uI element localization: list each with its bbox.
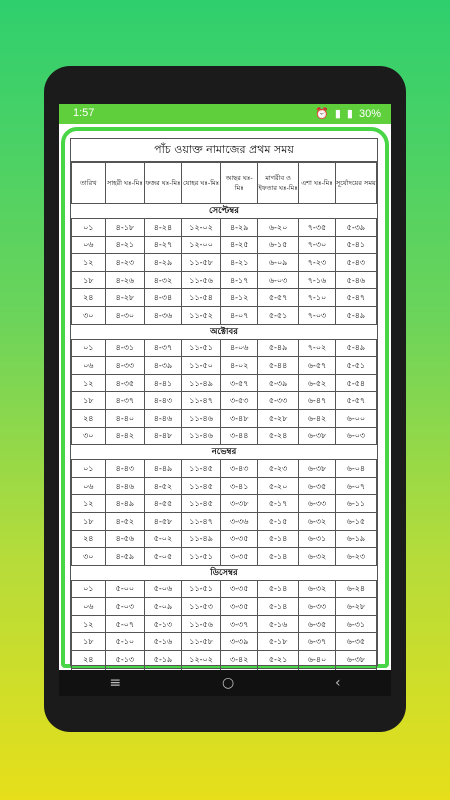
table-cell: ৬-৩৫: [299, 477, 336, 495]
table-cell: ১১-৫৬: [181, 271, 221, 289]
table-cell: ৬-৩১: [335, 615, 376, 633]
table-cell: ৫-১৬: [145, 633, 182, 651]
table-cell: ৬-৩২: [299, 548, 336, 566]
table-cell: ৫-৪১: [335, 236, 376, 254]
table-cell: ৪-২৩: [105, 254, 145, 272]
table-cell: ৪-২৮: [105, 289, 145, 307]
table-row: [72, 219, 377, 237]
table-cell: ১২-০২: [181, 651, 221, 669]
table-cell: ১১-৪৬: [181, 427, 221, 445]
table-cell: ৭-০২: [299, 339, 336, 357]
table-cell: ০১: [72, 219, 106, 237]
table-row: [72, 339, 377, 357]
table-cell: ৫-৫১: [258, 306, 299, 324]
column-header: সাহরী ঘঃ-মিঃ: [105, 163, 145, 204]
table-cell: ৬-০৩: [258, 271, 299, 289]
table-cell: ৬-১৫: [258, 236, 299, 254]
table-cell: ১১-৫০: [181, 357, 221, 375]
table-row: [72, 548, 377, 566]
table-cell: ০৬: [72, 477, 106, 495]
table-cell: ৫-০৩: [105, 598, 145, 616]
table-cell: ৫-৪৬: [335, 271, 376, 289]
table-cell: ৬-৩৮: [299, 460, 336, 478]
month-header-row: [72, 565, 377, 580]
table-cell: ৩-৩৭: [221, 615, 258, 633]
table-cell: ৪-৪৮: [145, 427, 182, 445]
month-name: নভেম্বর: [72, 445, 377, 460]
table-cell: ৩-৫৭: [221, 374, 258, 392]
table-cell: ৫-১৫: [258, 512, 299, 530]
table-cell: ৪-৩৭: [105, 392, 145, 410]
table-cell: ৬-৩৫: [299, 615, 336, 633]
table-cell: ৫-০৯: [145, 598, 182, 616]
table-cell: ৫-২৮: [258, 409, 299, 427]
table-cell: ৫-৪৩: [335, 254, 376, 272]
battery-level: 30%: [358, 107, 381, 120]
table-cell: ০৬: [72, 236, 106, 254]
table-cell: ৫-১৮: [258, 633, 299, 651]
table-cell: ২৪: [72, 530, 106, 548]
table-cell: ৪-২৬: [105, 271, 145, 289]
table-row: [72, 512, 377, 530]
table-cell: ৩০: [72, 548, 106, 566]
month-name: অক্টোবর: [72, 324, 377, 339]
table-cell: ৫-১০: [105, 633, 145, 651]
table-cell: ৪-৩৪: [145, 289, 182, 307]
table-cell: ৫-১৩: [105, 651, 145, 669]
signal-icon: ▮: [334, 108, 341, 120]
table-cell: ৩-৪২: [221, 651, 258, 669]
table-cell: ১৮: [72, 271, 106, 289]
table-cell: ১১-৫১: [181, 548, 221, 566]
table-cell: ৪-৪৬: [105, 477, 145, 495]
table-row: [72, 254, 377, 272]
table-cell: ৬-০০: [335, 409, 376, 427]
table-cell: ১১-৪৫: [181, 477, 221, 495]
table-cell: ২৪: [72, 651, 106, 669]
table-cell: ৪-৩১: [105, 339, 145, 357]
table-row: [72, 580, 377, 598]
table-cell: ৫-২৩: [258, 460, 299, 478]
table-cell: ৪-৩৯: [145, 357, 182, 375]
table-cell: ৩-৩৫: [221, 530, 258, 548]
table-cell: ৪-৪৬: [145, 409, 182, 427]
table-cell: ৭-৩৫: [299, 219, 336, 237]
table-cell: ০১: [72, 460, 106, 478]
table-cell: ৭-২৩: [299, 254, 336, 272]
table-cell: ৫-০০: [105, 580, 145, 598]
table-cell: ৫-৩৯: [258, 374, 299, 392]
table-cell: ১২: [72, 374, 106, 392]
table-cell: ১২: [72, 615, 106, 633]
table-cell: ৪-৩৭: [145, 339, 182, 357]
table-cell: ৬-৩৭: [299, 633, 336, 651]
table-cell: ১১-৫২: [181, 306, 221, 324]
table-cell: ৪-২১: [105, 236, 145, 254]
table-row: [72, 374, 377, 392]
table-cell: ৫-১৪: [258, 530, 299, 548]
table-cell: ৫-১৪: [258, 580, 299, 598]
recents-button[interactable]: ≡: [109, 675, 122, 691]
table-cell: ৭-১৬: [299, 271, 336, 289]
table-cell: ১১-৫১: [181, 580, 221, 598]
table-cell: ৫-৪৯: [258, 339, 299, 357]
table-cell: ৪-২৪: [145, 219, 182, 237]
table-row: [72, 633, 377, 651]
table-cell: ৬-২০: [258, 219, 299, 237]
table-cell: ৪-২৫: [221, 236, 258, 254]
table-cell: ৪-১২: [221, 289, 258, 307]
table-cell: ৬-১১: [335, 495, 376, 513]
table-cell: ৪-০৬: [221, 339, 258, 357]
table-cell: ৬-৩৮: [299, 427, 336, 445]
table-cell: ৬-৪২: [299, 409, 336, 427]
table-cell: ১১-৫৮: [181, 254, 221, 272]
table-cell: ৫-৪৪: [258, 357, 299, 375]
month-header-row: [72, 204, 377, 219]
table-cell: ৩-৪৩: [221, 460, 258, 478]
table-cell: ৭-৩০: [299, 236, 336, 254]
table-cell: ১৮: [72, 633, 106, 651]
table-cell: ৬-২৮: [335, 598, 376, 616]
table-cell: ১১-৪৭: [181, 392, 221, 410]
table-cell: ৪-৪৯: [145, 460, 182, 478]
table-cell: ৪-০৭: [221, 306, 258, 324]
table-cell: ১৮: [72, 512, 106, 530]
table-cell: ৫-৫১: [335, 357, 376, 375]
column-header: যোহর ঘঃ-মিঃ: [181, 163, 221, 204]
table-cell: ৩-৩৬: [221, 512, 258, 530]
table-cell: ৪-৪০: [105, 409, 145, 427]
table-cell: ৩-৪৮: [221, 409, 258, 427]
table-cell: ৪-৩০: [105, 306, 145, 324]
table-cell: ৫-১৩: [145, 615, 182, 633]
table-cell: ৫-৫৪: [335, 374, 376, 392]
table-cell: ৬-৩৩: [299, 495, 336, 513]
table-row: [72, 495, 377, 513]
back-button[interactable]: ‹: [334, 675, 341, 691]
table-cell: ৪-২৯: [145, 254, 182, 272]
table-cell: ১১-৪৫: [181, 460, 221, 478]
table-row: [72, 477, 377, 495]
table-cell: ৬-৩৮: [335, 651, 376, 669]
table-cell: ৪-৩৩: [105, 357, 145, 375]
table-row: [72, 357, 377, 375]
table-cell: ৫-০৬: [145, 580, 182, 598]
table-cell: ১৮: [72, 392, 106, 410]
column-header: সূর্যোদয়ের সময়: [335, 163, 376, 204]
android-nav-bar: [59, 670, 391, 696]
table-cell: ৬-৪৭: [299, 392, 336, 410]
table-cell: ৬-২৪: [335, 580, 376, 598]
table-cell: ১১-৫১: [181, 339, 221, 357]
table-cell: ৫-১৯: [145, 651, 182, 669]
table-cell: ৬-৩৫: [335, 633, 376, 651]
table-cell: ৪-৩৬: [145, 306, 182, 324]
table-cell: ৪-৫২: [105, 512, 145, 530]
table-cell: ৫-২৪: [258, 427, 299, 445]
table-cell: ৬-০৭: [335, 477, 376, 495]
table-body: [72, 204, 377, 686]
table-cell: ৬-১৫: [335, 512, 376, 530]
table-cell: ১২-০০: [181, 236, 221, 254]
table-cell: ৩-৪৪: [221, 427, 258, 445]
table-cell: ৩-৪১: [221, 477, 258, 495]
table-cell: ০১: [72, 580, 106, 598]
table-cell: ৬-০৩: [335, 427, 376, 445]
table-row: [72, 306, 377, 324]
table-cell: ৫-৩৩: [258, 392, 299, 410]
table-cell: ১২: [72, 495, 106, 513]
table-cell: ৬-০৪: [335, 460, 376, 478]
table-cell: ৫-৫৭: [335, 392, 376, 410]
table-cell: ৩-৩৯: [221, 633, 258, 651]
table-cell: ০১: [72, 339, 106, 357]
document-title: পাঁচ ওয়াক্ত নামাজের প্রথম সময়: [71, 139, 377, 162]
prayer-time-table: [71, 162, 377, 686]
table-cell: ১১-৫৮: [181, 633, 221, 651]
table-cell: ৫-০৭: [105, 615, 145, 633]
table-cell: ৩-৩৫: [221, 548, 258, 566]
column-header: মাগরীব ও ইফতার ঘঃ-মিঃ: [258, 163, 299, 204]
table-cell: ১১-৪৬: [181, 409, 221, 427]
table-cell: ৭-১০: [299, 289, 336, 307]
status-icons: [315, 107, 381, 120]
table-cell: ৪-২৯: [221, 219, 258, 237]
table-cell: ৫-৪৯: [335, 306, 376, 324]
table-cell: ৭-০৩: [299, 306, 336, 324]
table-cell: ৫-১৪: [258, 548, 299, 566]
month-header-row: [72, 445, 377, 460]
month-name: ডিসেম্বর: [72, 565, 377, 580]
battery-icon: ▮: [346, 108, 353, 120]
table-cell: ৫-২১: [258, 651, 299, 669]
table-cell: ১১-৫৪: [181, 289, 221, 307]
table-row: [72, 598, 377, 616]
table-cell: ১১-৪৫: [181, 495, 221, 513]
alarm-icon: ⏰: [315, 108, 329, 120]
table-cell: ৩-৩৫: [221, 598, 258, 616]
table-cell: ২৪: [72, 409, 106, 427]
table-cell: ৪-৪৩: [145, 392, 182, 410]
column-header: এশা ঘঃ-মিঃ: [299, 163, 336, 204]
table-cell: ৪-১৮: [105, 219, 145, 237]
table-cell: ৩-৩৫: [221, 580, 258, 598]
table-cell: ৪-২৭: [145, 236, 182, 254]
table-cell: ৫-২০: [258, 477, 299, 495]
table-cell: ০৬: [72, 357, 106, 375]
table-cell: ৫-০৫: [145, 548, 182, 566]
table-cell: ৫-৩৯: [335, 219, 376, 237]
table-cell: ৪-২১: [221, 254, 258, 272]
table-cell: ১১-৫৩: [181, 598, 221, 616]
table-row: [72, 271, 377, 289]
table-cell: ৪-৩২: [145, 271, 182, 289]
column-header: তারিখ: [72, 163, 106, 204]
table-cell: ৪-১৭: [221, 271, 258, 289]
column-header: ফজর ঘঃ-মিঃ: [145, 163, 182, 204]
table-cell: ৩-৫৩: [221, 392, 258, 410]
table-cell: ৫-০২: [145, 530, 182, 548]
table-cell: ৪-৫৮: [145, 512, 182, 530]
table-cell: ৪-৪৯: [105, 495, 145, 513]
table-cell: ৪-৪২: [105, 427, 145, 445]
table-cell: ৪-৪১: [145, 374, 182, 392]
table-cell: ১১-৪৯: [181, 374, 221, 392]
table-row: [72, 530, 377, 548]
month-name: সেপ্টেম্বর: [72, 204, 377, 219]
table-cell: ৫-৪৭: [335, 289, 376, 307]
table-cell: ৩০: [72, 427, 106, 445]
table-cell: ২৪: [72, 289, 106, 307]
table-cell: ৪-৫৫: [145, 495, 182, 513]
table-cell: ৬-৩১: [299, 530, 336, 548]
table-cell: ৬-১৯: [335, 530, 376, 548]
table-row: [72, 392, 377, 410]
table-cell: ১১-৪৭: [181, 512, 221, 530]
home-button[interactable]: ○: [221, 675, 235, 691]
table-cell: ৪-৫২: [145, 477, 182, 495]
status-time: 1:57: [73, 107, 95, 119]
table-cell: ৪-৩৫: [105, 374, 145, 392]
table-cell: ১১-৫৬: [181, 615, 221, 633]
table-cell: ৬-৩৩: [299, 598, 336, 616]
table-cell: ৪-৫৬: [105, 530, 145, 548]
table-cell: ৪-৫৯: [105, 548, 145, 566]
table-cell: ৬-৩২: [299, 512, 336, 530]
table-row: [72, 236, 377, 254]
table-row: [72, 427, 377, 445]
table-cell: ৬-৪০: [299, 651, 336, 669]
table-cell: ৬-০৯: [258, 254, 299, 272]
table-cell: ৫-৪৯: [335, 339, 376, 357]
table-cell: ০৬: [72, 598, 106, 616]
table-cell: ৫-৫৭: [258, 289, 299, 307]
column-header: আছর ঘঃ-মিঃ: [221, 163, 258, 204]
table-cell: ৩০: [72, 306, 106, 324]
table-cell: ৬-৫২: [299, 374, 336, 392]
table-header-row: [72, 163, 377, 204]
table-cell: ৩-৩৮: [221, 495, 258, 513]
table-cell: ৪-৪৩: [105, 460, 145, 478]
table-cell: ৫-১৭: [258, 495, 299, 513]
table-row: [72, 460, 377, 478]
table-cell: ৬-৫৭: [299, 357, 336, 375]
table-cell: ১২: [72, 254, 106, 272]
table-cell: ১১-৪৯: [181, 530, 221, 548]
table-row: [72, 289, 377, 307]
table-cell: ৫-১৪: [258, 598, 299, 616]
table-cell: ৬-২৩: [335, 548, 376, 566]
table-cell: ৬-৩২: [299, 580, 336, 598]
table-cell: ৪-০২: [221, 357, 258, 375]
status-bar: [59, 104, 391, 124]
table-row: [72, 615, 377, 633]
month-header-row: [72, 324, 377, 339]
table-cell: ৫-১৬: [258, 615, 299, 633]
table-row: [72, 651, 377, 669]
table-row: [72, 409, 377, 427]
table-cell: ১২-০২: [181, 219, 221, 237]
prayer-time-document: [70, 138, 378, 666]
